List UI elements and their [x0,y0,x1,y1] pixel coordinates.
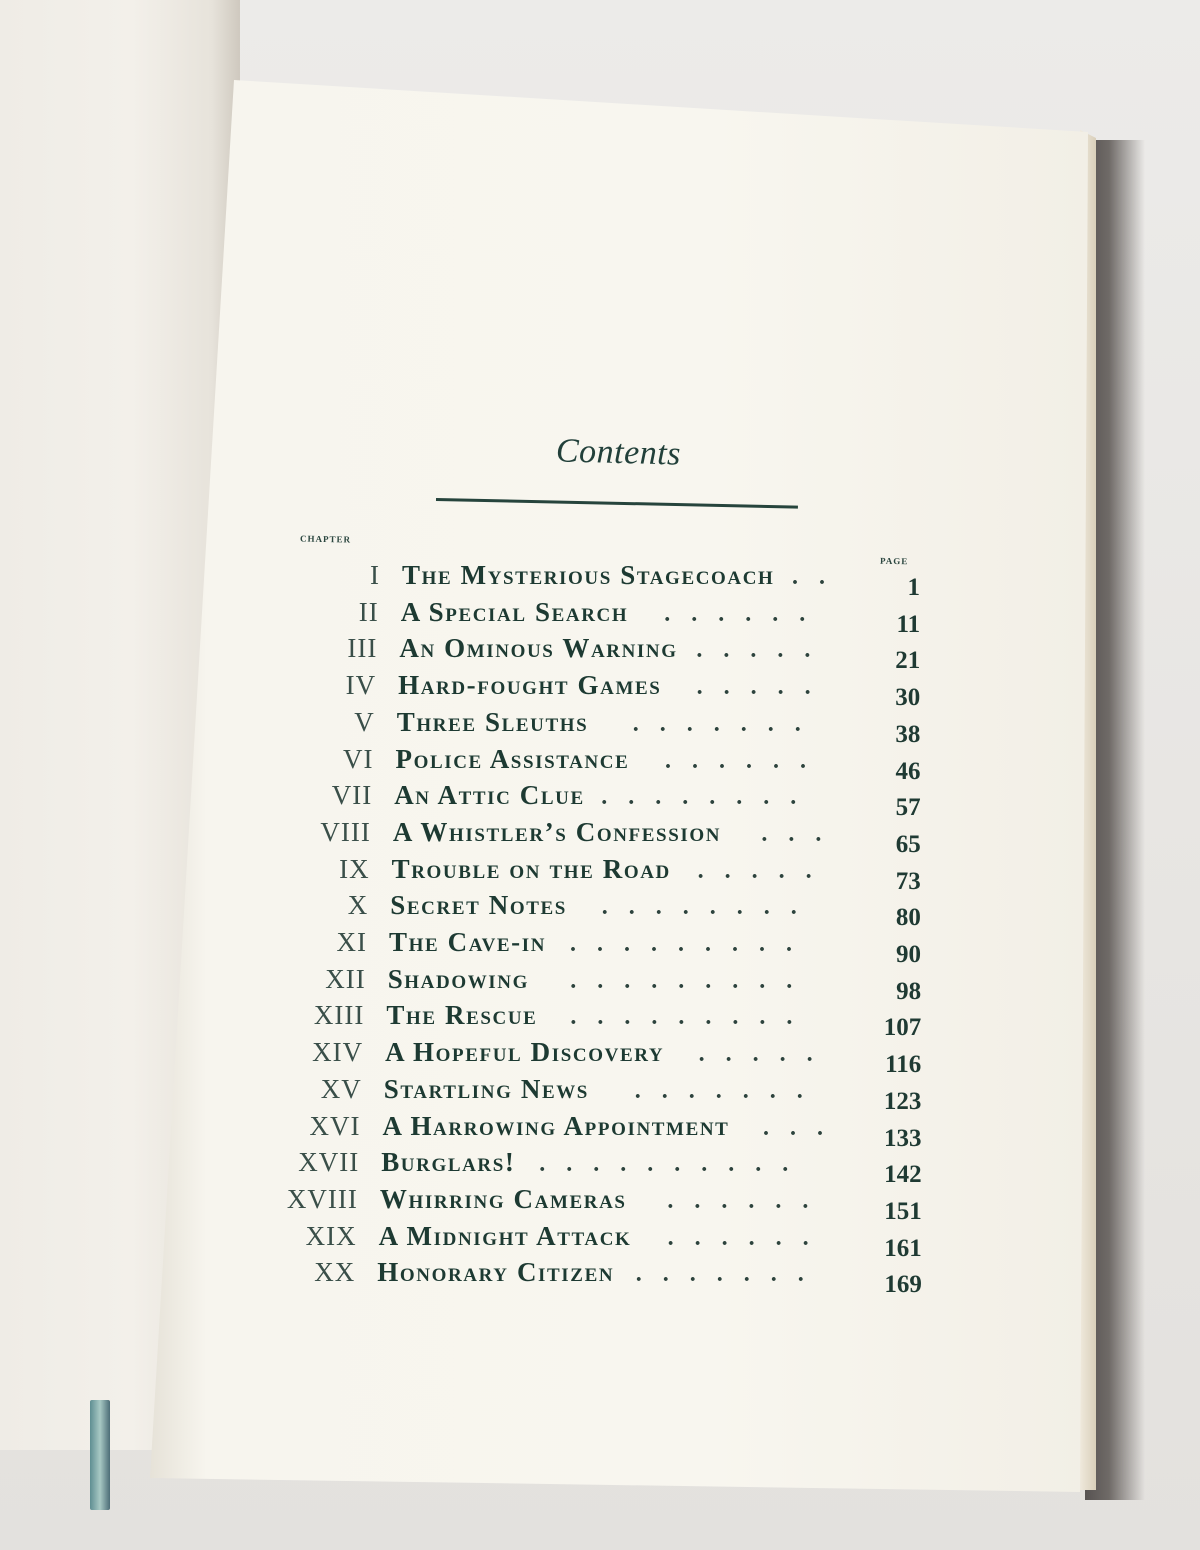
leader-dots: ... [761,820,843,847]
page-number: 80 [895,904,921,932]
leader-dots: ...... [667,1224,830,1251]
chapter-title: Three Sleuths [396,706,589,737]
chapter-title: Startling News [383,1073,589,1104]
leader-dots: ....... [635,1261,825,1288]
chapter-title: Secret Notes [390,890,567,921]
toc-entry [278,890,918,922]
chapter-title: Shadowing [387,963,529,994]
page-number: 133 [884,1124,922,1152]
chapter-title: The Cave-in [389,927,547,957]
chapter-title: Hard-fought Games [398,670,662,701]
leader-dots: ........ [601,784,818,811]
leader-dots: .. [792,564,846,590]
page-number: 142 [884,1161,922,1189]
chapter-title: A Hopeful Discovery [385,1037,665,1068]
chapter-title: Honorary Citizen [377,1257,615,1288]
chapter-numeral: XX [314,1257,356,1288]
chapter-numeral: II [358,596,379,627]
leader-dots: ........ [601,894,818,921]
chapter-numeral: IX [339,853,370,884]
chapter-title: Whirring Cameras [379,1183,627,1214]
toc-entry [284,744,924,776]
leader-dots: ....... [634,1077,824,1104]
leader-dots: ... [763,1114,844,1141]
page-number: 123 [883,1087,922,1115]
page-column-header: PAGE [879,555,909,567]
page-number: 161 [884,1234,922,1262]
title-rule [436,498,798,509]
chapter-title: The Mysterious Stagecoach [402,560,775,590]
page-number: 11 [896,610,921,638]
leader-dots: ......... [570,1004,814,1031]
chapter-title: A Whistler’s Confession [392,816,722,847]
page-number: 116 [885,1051,922,1079]
leader-dots: ..... [698,1041,834,1068]
toc-entry [285,707,925,739]
chapter-title: Police Assistance [395,743,630,774]
chapter-numeral: V [354,706,375,737]
page-number: 30 [895,684,921,712]
chapter-numeral: VI [343,743,374,774]
page-number: 73 [895,867,921,895]
page-number: 90 [896,941,921,968]
page-number: 57 [895,794,921,822]
toc-entry [287,633,927,665]
chapter-title: A Midnight Attack [378,1220,632,1251]
chapter-numeral: III [347,633,378,664]
chapter-numeral: XVII [298,1147,360,1178]
chapter-numeral: XIV [312,1037,364,1068]
page-number: 65 [895,830,921,858]
page-number: 38 [895,720,921,748]
leader-dots: ...... [665,747,827,774]
chapter-numeral: XVIII [286,1183,358,1214]
page-number: 169 [884,1271,922,1299]
chapter-numeral: XII [325,963,366,994]
leader-dots: ..... [696,637,832,664]
chapter-column-header: CHAPTER [299,533,352,545]
leader-dots: ......... [570,967,814,994]
chapter-title: The Rescue [386,1000,538,1031]
page-number: 1 [907,574,920,601]
chapter-numeral: XIII [313,1000,365,1031]
chapter-title: Burglars! [381,1147,516,1178]
leader-dots: ....... [632,710,822,737]
page-number: 107 [883,1014,922,1042]
leader-dots: ...... [667,1187,830,1214]
chapter-numeral: XV [320,1073,362,1104]
page-number: 151 [884,1197,922,1225]
chapter-title: An Ominous Warning [399,633,678,664]
page-number: 46 [895,757,921,785]
leader-dots: ..... [697,857,833,884]
chapter-numeral: IV [345,670,377,701]
chapter-numeral: X [347,890,369,921]
leader-dots: .......... [539,1151,810,1178]
leader-dots: ...... [664,600,827,627]
chapter-title: Trouble on the Road [391,853,671,884]
chapter-title: An Attic Clue [394,780,585,811]
page-number: 21 [895,647,921,675]
chapter-title: A Harrowing Appointment [382,1110,730,1141]
toc-entry [289,597,929,629]
leader-dots: ..... [696,674,832,701]
chapter-numeral: XIX [305,1220,357,1251]
chapter-numeral: XVI [309,1110,361,1141]
chapter-numeral: XI [336,927,367,957]
chapter-numeral: VII [331,780,373,811]
chapter-numeral: VIII [320,816,371,847]
contents-title: Contents [555,432,682,473]
leader-dots: ......... [570,931,813,957]
chapter-title: A Special Search [400,596,629,627]
chapter-numeral: I [370,560,380,590]
page-number: 98 [896,977,922,1005]
